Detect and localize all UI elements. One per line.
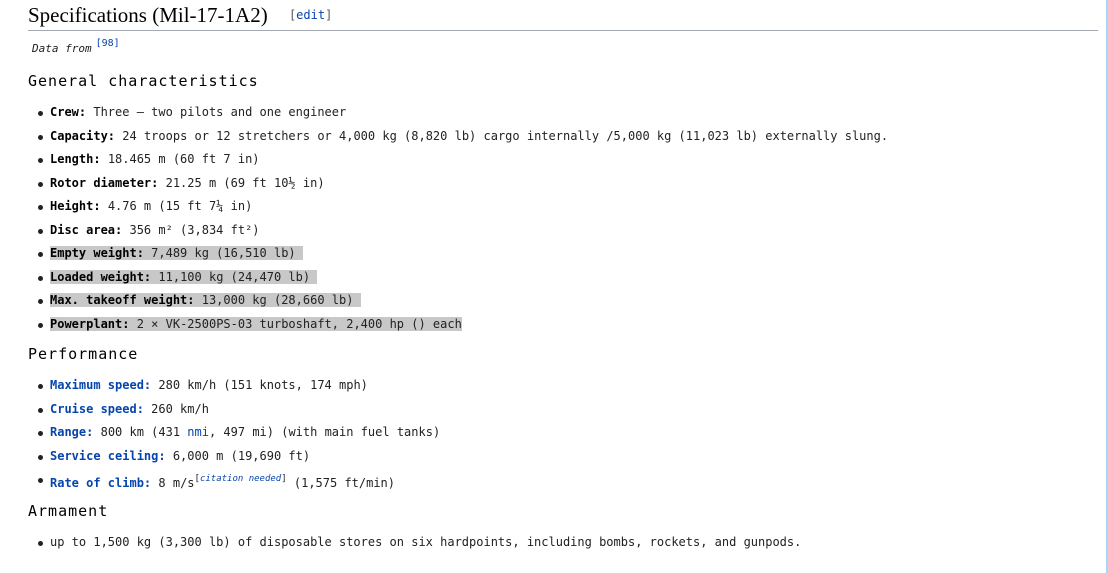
list-item bbox=[32, 313, 888, 337]
spec-label: Crew: bbox=[50, 105, 87, 119]
rate-of-climb-link[interactable]: Rate of climb: bbox=[50, 476, 152, 490]
section-heading bbox=[28, 2, 1098, 31]
list-item bbox=[32, 242, 888, 266]
climb-value-post: (1,575 ft/min) bbox=[286, 476, 396, 490]
list-item bbox=[32, 101, 888, 125]
spec-label: Rotor diameter: bbox=[50, 175, 159, 190]
nautical-mile-link[interactable]: nmi bbox=[187, 425, 209, 439]
bullet-icon bbox=[38, 252, 43, 257]
spec-label: Loaded weight: bbox=[50, 269, 152, 284]
spec-label: Length: bbox=[50, 152, 101, 166]
bullet-icon bbox=[38, 299, 43, 304]
list-item bbox=[32, 374, 440, 398]
citation-needed-label[interactable]: citation needed bbox=[199, 474, 282, 484]
selected-text-highlight[interactable] bbox=[50, 270, 317, 284]
citation-needed-note[interactable]: [citation needed] bbox=[194, 474, 287, 484]
edit-link-label[interactable]: edit bbox=[296, 8, 326, 22]
bullet-icon bbox=[38, 182, 43, 187]
selected-text-highlight[interactable] bbox=[50, 317, 462, 331]
spec-label: Empty weight: bbox=[50, 246, 144, 260]
bullet-icon bbox=[38, 384, 43, 389]
spec-value: 356 m² (3,834 ft²) bbox=[129, 222, 260, 237]
spec-label: Height: bbox=[50, 199, 101, 213]
spec-value bbox=[158, 476, 395, 490]
spec-value: 280 km/h (151 knots, 174 mph) bbox=[158, 378, 368, 392]
bullet-icon bbox=[38, 229, 43, 234]
performance-list bbox=[32, 374, 440, 492]
list-item bbox=[32, 219, 888, 243]
spec-label: Powerplant: bbox=[50, 316, 130, 331]
selected-text-highlight[interactable] bbox=[50, 246, 303, 260]
list-item bbox=[32, 531, 801, 555]
spec-value: 24 troops or 12 stretchers or 4,000 kg (8,820 lb) cargo internally /5,000 kg (11,023 lb) externally slung. bbox=[122, 128, 889, 143]
range-value-post: , 497 mi) (with main fuel tanks) bbox=[208, 425, 441, 439]
range-link[interactable]: Range: bbox=[50, 425, 94, 439]
list-item bbox=[32, 148, 888, 172]
data-source-note bbox=[32, 38, 120, 55]
bullet-icon bbox=[38, 323, 43, 328]
edit-bracket-close: ] bbox=[325, 8, 333, 22]
list-item bbox=[32, 266, 888, 290]
list-item bbox=[32, 195, 888, 219]
reference-link[interactable]: [98] bbox=[95, 38, 120, 49]
selected-text-highlight[interactable] bbox=[50, 293, 361, 307]
bullet-icon bbox=[38, 478, 43, 483]
range-value-pre: 800 km (431 bbox=[100, 425, 188, 439]
list-item bbox=[32, 172, 888, 196]
spec-label: Capacity: bbox=[50, 128, 116, 143]
bullet-icon bbox=[38, 541, 43, 546]
bullet-icon bbox=[38, 455, 43, 460]
bullet-icon bbox=[38, 158, 43, 163]
list-item bbox=[32, 398, 440, 422]
spec-value: 4.76 m (15 ft 7¼ in) bbox=[107, 199, 253, 213]
bullet-icon bbox=[38, 276, 43, 281]
spec-value: 11,100 kg (24,470 lb) bbox=[158, 269, 311, 284]
climb-value-pre: 8 m/s bbox=[158, 476, 195, 490]
spec-value: 13,000 kg (28,660 lb) bbox=[201, 293, 354, 307]
edit-section-link[interactable] bbox=[289, 8, 332, 22]
cruise-speed-link[interactable]: Cruise speed: bbox=[50, 401, 144, 416]
general-characteristics-title: General characteristics bbox=[28, 72, 259, 90]
spec-value bbox=[101, 425, 441, 439]
service-ceiling-link[interactable]: Service ceiling: bbox=[50, 448, 166, 463]
bullet-icon bbox=[38, 408, 43, 413]
maximum-speed-link[interactable]: Maximum speed: bbox=[50, 378, 152, 392]
armament-title: Armament bbox=[28, 502, 109, 520]
data-from-text: Data from bbox=[32, 42, 92, 55]
edit-bracket-open: [ bbox=[288, 8, 297, 22]
general-characteristics-list bbox=[32, 101, 888, 336]
list-item bbox=[32, 125, 888, 149]
spec-label: Max. takeoff weight: bbox=[50, 293, 195, 307]
bullet-icon bbox=[38, 431, 43, 436]
spec-value: 18.465 m (60 ft 7 in) bbox=[107, 152, 260, 166]
spec-value: 260 km/h bbox=[151, 401, 209, 416]
bullet-icon bbox=[38, 111, 43, 116]
list-item bbox=[32, 289, 888, 313]
spec-value: 2 × VK-2500PS-03 turboshaft, 2,400 hp () each bbox=[136, 316, 462, 331]
performance-title: Performance bbox=[28, 345, 139, 363]
armament-list bbox=[32, 531, 801, 555]
spec-value: up to 1,500 kg (3,300 lb) of disposable stores on six hardpoints, including bombs, rockets, and gunpods. bbox=[50, 535, 802, 549]
spec-value: 7,489 kg (16,510 lb) bbox=[151, 246, 296, 260]
page-title: Specifications (Mil-17-1A2) bbox=[28, 3, 268, 27]
spec-value: 6,000 m (19,690 ft) bbox=[172, 448, 311, 463]
list-item bbox=[32, 445, 440, 469]
spec-label: Disc area: bbox=[50, 222, 123, 237]
list-item bbox=[32, 421, 440, 445]
spec-value: 21.25 m (69 ft 10½ in) bbox=[165, 175, 325, 190]
bullet-icon bbox=[38, 135, 43, 140]
bullet-icon bbox=[38, 205, 43, 210]
spec-value: Three – two pilots and one engineer bbox=[93, 105, 347, 119]
list-item bbox=[32, 468, 440, 492]
